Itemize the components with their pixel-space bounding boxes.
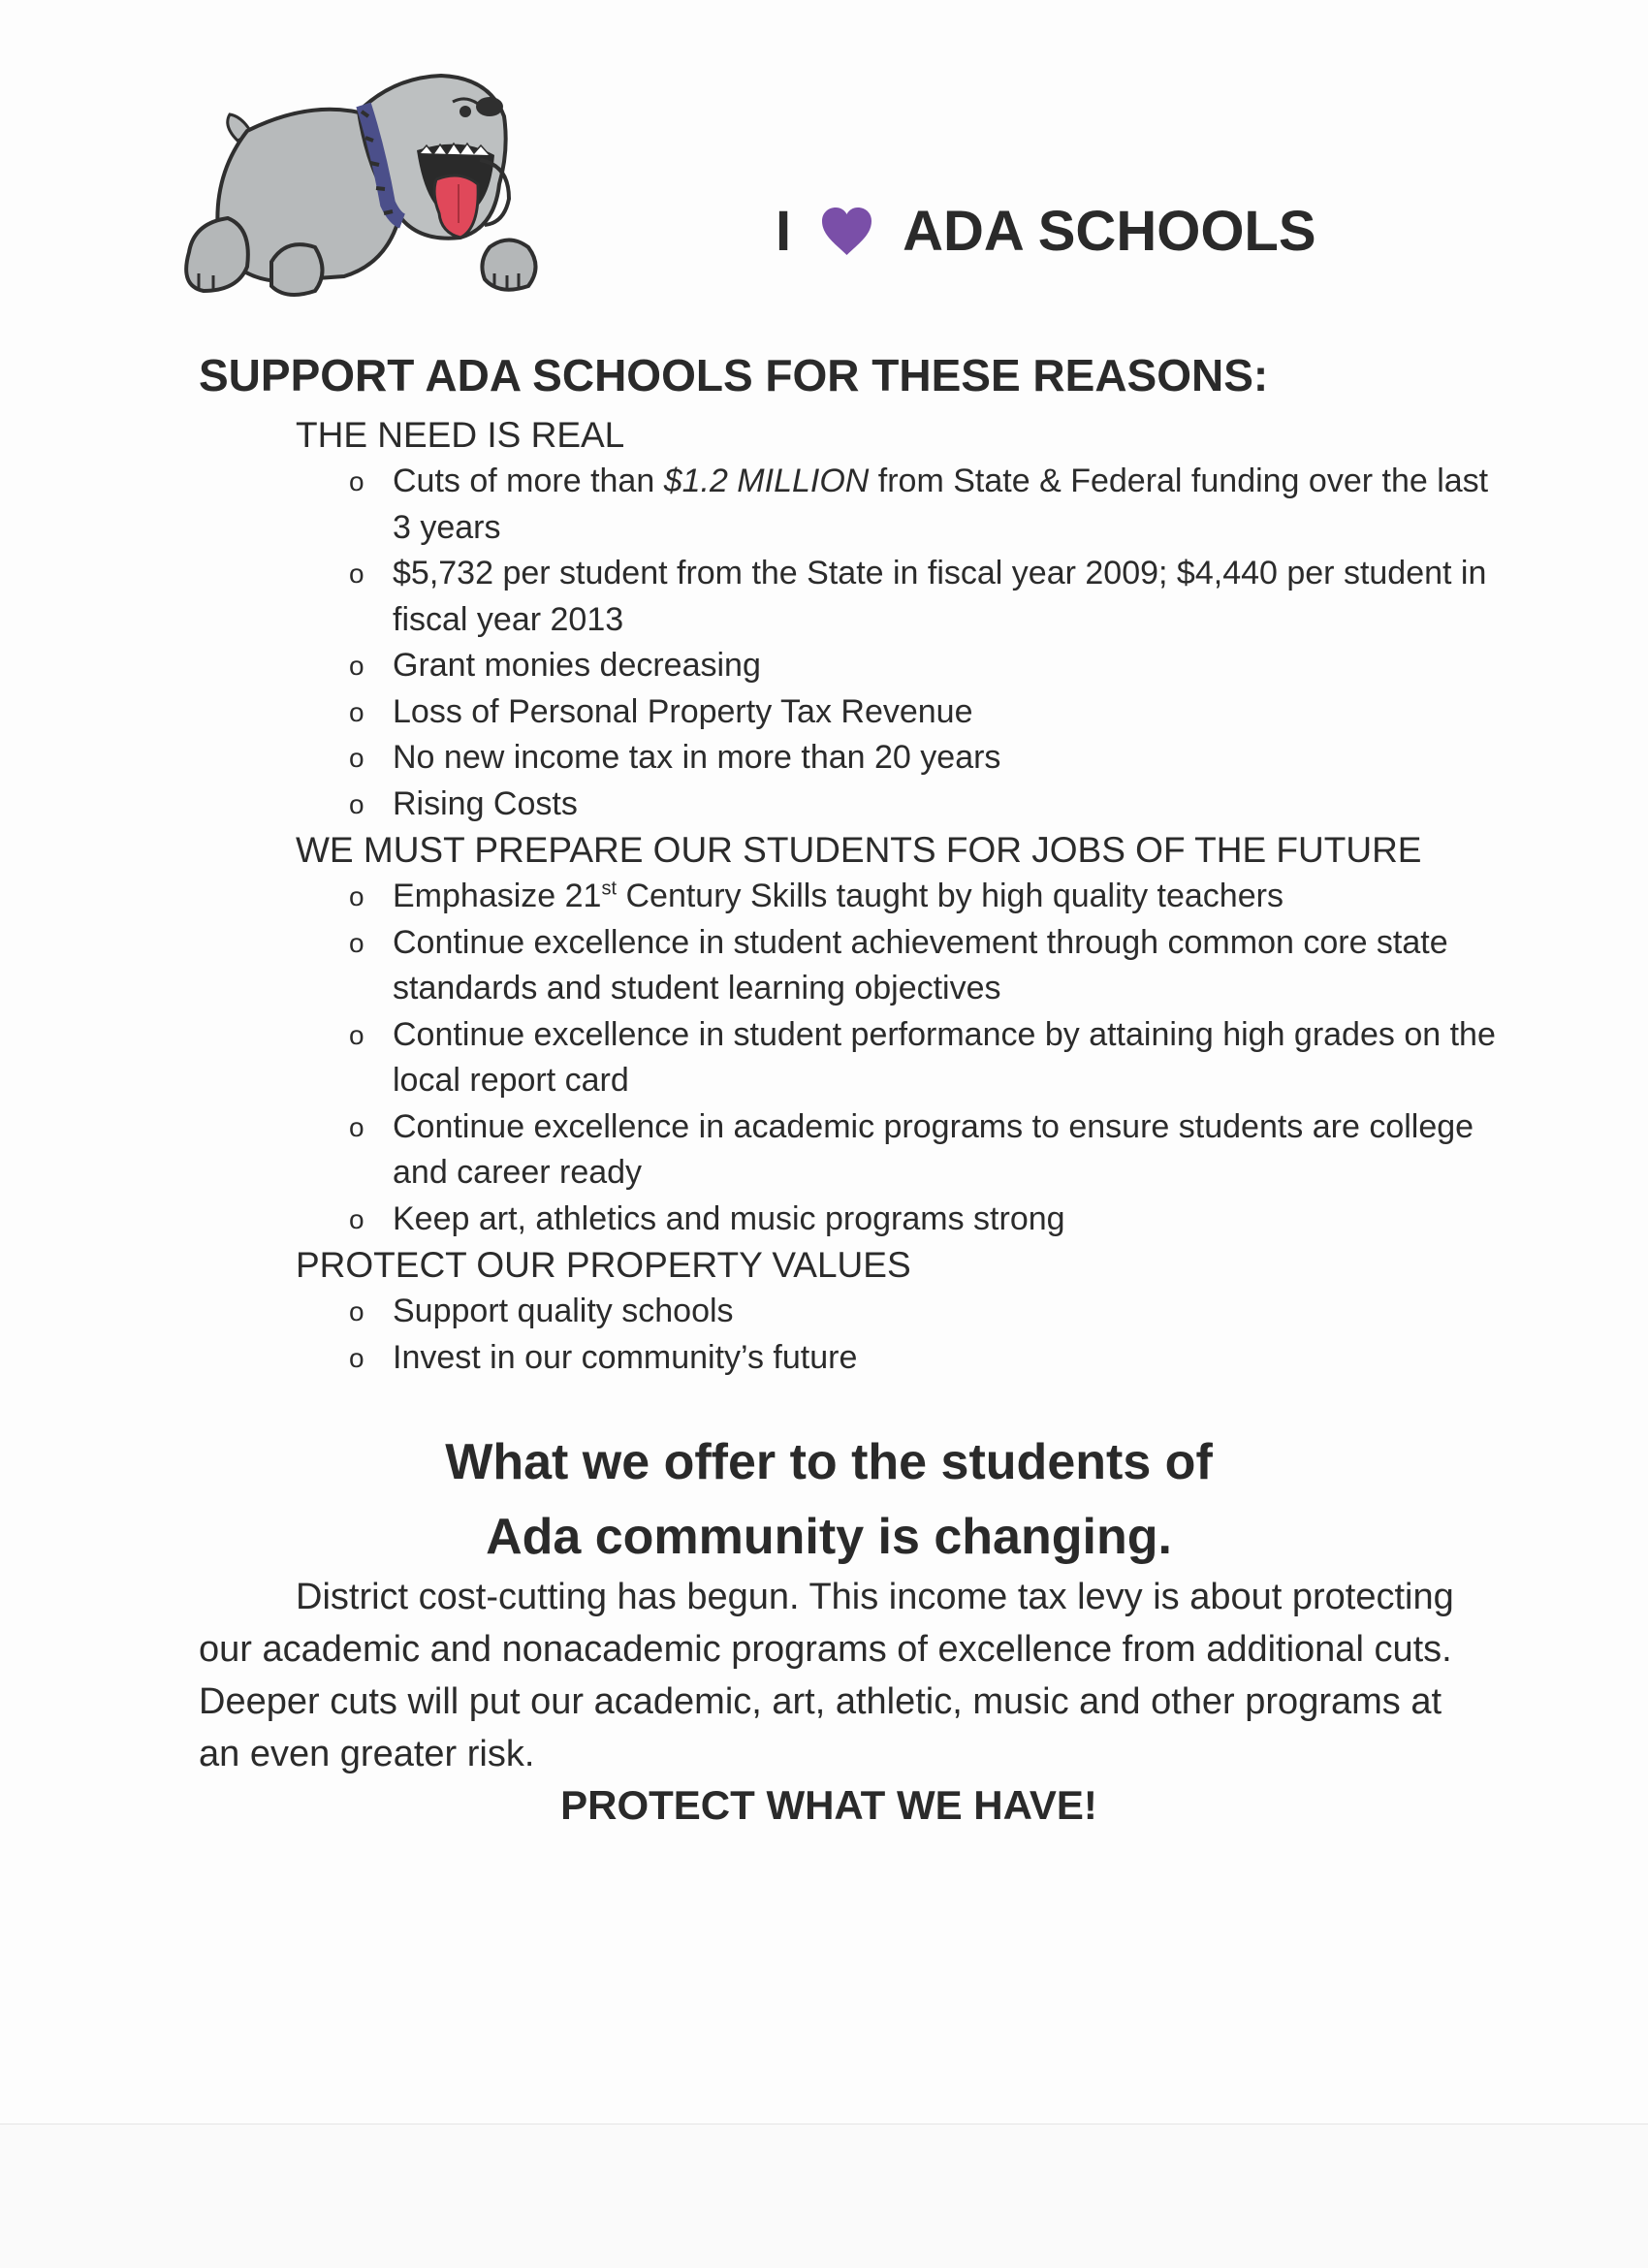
- item-text-post: Century Skills taught by high quality teachers: [617, 878, 1284, 914]
- item-text-post: from State & Federal funding over the last 3 years: [393, 463, 1489, 546]
- body-paragraph: District cost-cutting has begun. This income tax levy is about protecting our academic and nonacademic programs of excellence from additional cuts. Deeper cuts will put our academic, art, athletic, music and other programs at an even greater risk.: [199, 1577, 1454, 1774]
- list-item: [349, 689, 1498, 736]
- need-bullets: [296, 459, 1498, 827]
- bullet-mark: o: [349, 1019, 364, 1050]
- bullet-mark: o: [349, 651, 364, 681]
- prepare-bullets: [296, 874, 1498, 1242]
- item-text: Loss of Personal Property Tax Revenue: [393, 692, 973, 730]
- item-text: No new income tax in more than 20 years: [393, 739, 1001, 776]
- bullet-mark: o: [349, 788, 364, 819]
- list-item: [349, 782, 1498, 828]
- list-item: [349, 1335, 1498, 1382]
- page-bottom-edge: [0, 2124, 1648, 2268]
- bullet-mark: o: [349, 1296, 364, 1326]
- section-heading-protect: PROTECT OUR PROPERTY VALUES: [296, 1245, 911, 1285]
- title-prefix: I: [776, 200, 792, 263]
- list-item: [349, 1012, 1498, 1104]
- reasons-list: [296, 412, 1498, 1381]
- bullet-mark: o: [349, 696, 364, 727]
- bullet-mark: o: [349, 1342, 364, 1373]
- bullet-mark: o: [349, 881, 364, 911]
- bullet-mark: o: [349, 927, 364, 958]
- offer-heading-line-2: Ada community is changing.: [486, 1509, 1172, 1565]
- list-item: [349, 1197, 1498, 1243]
- item-text: Rising Costs: [393, 784, 578, 822]
- section-heading-need: THE NEED IS REAL: [296, 415, 625, 455]
- item-text: Support quality schools: [393, 1293, 734, 1329]
- item-text: Keep art, athletics and music programs strong: [393, 1199, 1065, 1237]
- list-item: [349, 735, 1498, 782]
- item-text: $5,732 per student from the State in fiscal year 2009; $4,440 per student in fiscal year 2013: [393, 555, 1487, 638]
- list-item: [349, 1289, 1498, 1335]
- item-text-pre: Emphasize 21: [393, 878, 602, 914]
- list-item: [349, 459, 1498, 551]
- list-item: [349, 551, 1498, 643]
- bulldog-mascot-icon: [170, 58, 557, 315]
- section-heading-prepare: WE MUST PREPARE OUR STUDENTS FOR JOBS OF THE FUTURE: [296, 830, 1422, 870]
- offer-heading-line-1: What we offer to the students of: [445, 1434, 1213, 1490]
- item-text: Continue excellence in academic programs to ensure students are college and career ready: [393, 1107, 1474, 1191]
- list-item: [349, 1104, 1498, 1197]
- bullet-mark: o: [349, 743, 364, 773]
- list-item: [349, 920, 1498, 1012]
- closing-slogan: PROTECT WHAT WE HAVE!: [560, 1782, 1097, 1828]
- item-text: Grant monies decreasing: [393, 647, 761, 684]
- item-text: Continue excellence in student achievement through common core state standards and student learning objectives: [393, 923, 1448, 1006]
- item-text: Continue excellence in student performance by attaining high grades on the local report card: [393, 1015, 1496, 1099]
- bullet-mark: o: [349, 1111, 364, 1142]
- item-text-superscript: st: [601, 878, 618, 900]
- bullet-mark: o: [349, 1203, 364, 1234]
- bullet-mark: o: [349, 559, 364, 589]
- item-text-emphasis: $1.2 MILLION: [663, 463, 870, 499]
- heart-icon: [820, 207, 873, 257]
- list-item: [349, 643, 1498, 689]
- support-heading: SUPPORT ADA SCHOOLS FOR THESE REASONS:: [199, 350, 1269, 400]
- item-text-pre: Cuts of more than: [393, 463, 664, 499]
- item-text: Invest in our community’s future: [393, 1338, 858, 1376]
- flyer-title: [776, 199, 1316, 264]
- protect-bullets: [296, 1289, 1498, 1381]
- list-item: [349, 874, 1498, 920]
- bullet-mark: o: [349, 466, 364, 496]
- title-suffix: ADA SCHOOLS: [903, 200, 1316, 263]
- offer-heading: [194, 1425, 1464, 1575]
